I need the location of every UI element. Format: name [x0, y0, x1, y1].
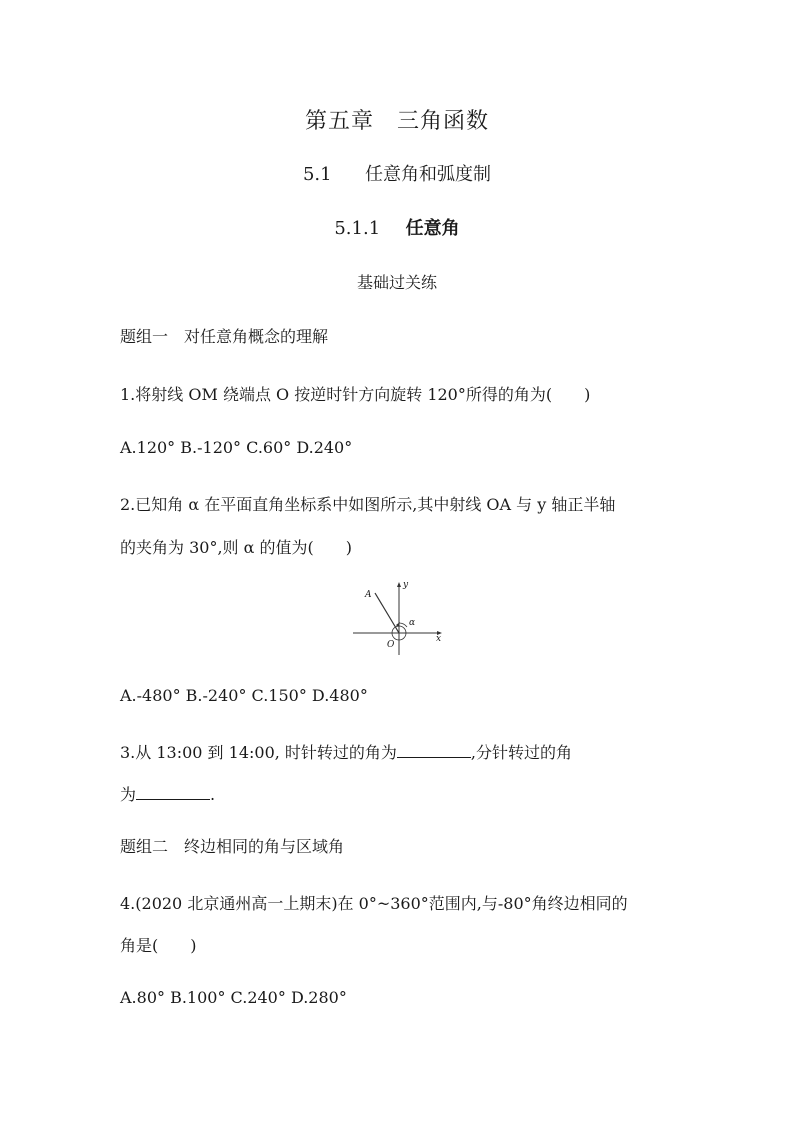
question-2-stem-line1: 2.已知角 α 在平面直角坐标系中如图所示,其中射线 OA 与 y 轴正半轴	[120, 495, 616, 514]
y-axis-arrow	[397, 582, 401, 587]
question-3-part2: ,分针转过的角	[470, 743, 573, 762]
chapter-title: 第五章 三角函数	[304, 109, 489, 134]
section-heading	[0, 160, 794, 186]
answer-blank-1[interactable]	[397, 743, 471, 758]
question-4-options: A.80° B.100° C.240° D.280°	[120, 988, 347, 1007]
question-1-options: A.120° B.-120° C.60° D.240°	[120, 438, 353, 457]
answer-blank-2[interactable]	[136, 785, 210, 800]
group1-title: 题组一 对任意角概念的理解	[120, 327, 329, 346]
question-4-stem-line1: 4.(2020 北京通州高一上期末)在 0°~360°范围内,与-80°角终边相同的	[120, 894, 628, 913]
question-3-part4: .	[210, 785, 216, 804]
question-3-part1: 3.从 13:00 到 14:00, 时针转过的角为	[120, 743, 397, 762]
section-number: 5.1	[302, 164, 332, 185]
question-2-options: A.-480° B.-240° C.150° D.480°	[120, 686, 368, 705]
practice-title: 基础过关练	[356, 273, 437, 292]
subsection-heading	[0, 214, 794, 240]
label-y: y	[403, 580, 409, 590]
group2-title: 题组二 终边相同的角与区域角	[120, 837, 345, 856]
subsection-title: 任意角	[405, 218, 460, 239]
subsection-number: 5.1.1	[334, 218, 381, 239]
question-3-part3: 为	[120, 785, 137, 804]
label-x: x	[436, 634, 442, 644]
label-o: O	[387, 640, 395, 650]
question-3-line1	[120, 740, 572, 763]
question-3-line2	[120, 782, 215, 805]
question-4-stem-line2: 角是( )	[120, 936, 197, 955]
question-2-stem-line2: 的夹角为 30°,则 α 的值为( )	[120, 538, 352, 557]
label-alpha: α	[409, 618, 416, 628]
angle-figure	[349, 575, 445, 659]
section-title: 任意角和弧度制	[365, 164, 492, 185]
question-1-stem: 1.将射线 OM 绕端点 O 按逆时针方向旋转 120°所得的角为( )	[120, 385, 591, 404]
label-a: A	[365, 590, 372, 600]
